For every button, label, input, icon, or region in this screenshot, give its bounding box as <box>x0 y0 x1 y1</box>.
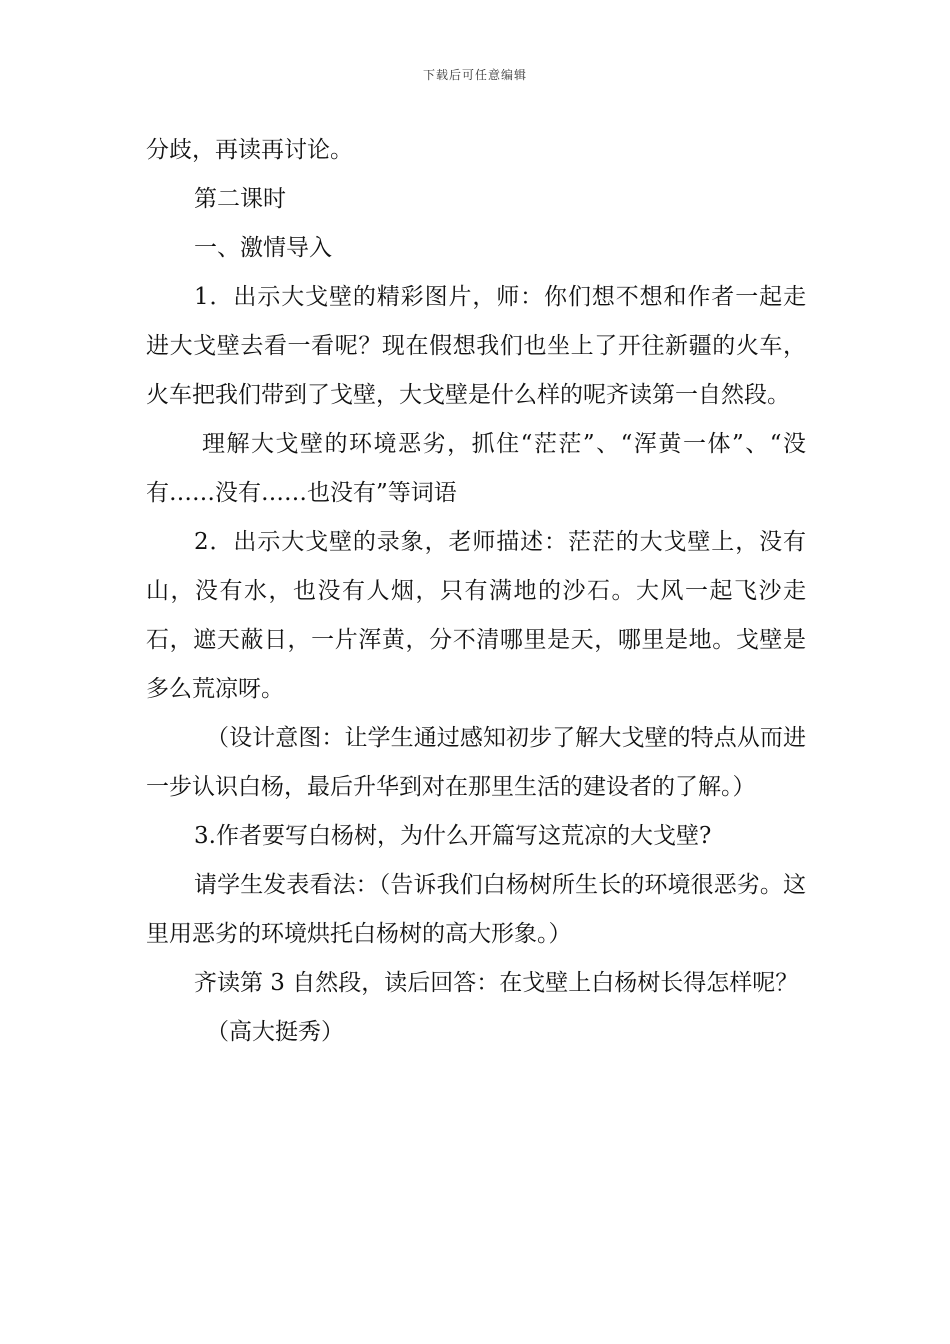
paragraph-answer: （高大挺秀） <box>206 1019 344 1045</box>
paragraph-understanding: 理解大戈壁的环境恶劣，抓住“茫茫”、“浑黄一体”、“没有……没有……也没有”等词语 <box>146 431 806 506</box>
paragraph-continuation: 分歧，再读再讨论。 <box>146 137 353 163</box>
section-heading: 一、激情导入 <box>194 235 332 261</box>
paragraph-step-1: 1．出示大戈壁的精彩图片，师：你们想不想和作者一起走进大戈壁去看一看呢？现在假想我们也坐上了开往新疆的火车，火车把我们带到了戈壁，大戈壁是什么样的呢齐读第一自然段。 <box>146 284 806 408</box>
lesson-heading: 第二课时 <box>194 186 286 212</box>
document-body <box>146 126 806 1057</box>
paragraph-step-2: 2．出示大戈壁的录象，老师描述：茫茫的大戈壁上，没有山，没有水，也没有人烟，只有满地的沙石。大风一起飞沙走石，遮天蔽日，一片浑黄，分不清哪里是天，哪里是地。戈壁是多么荒凉呀。 <box>146 529 806 702</box>
paragraph-read-aloud: 齐读第 3 自然段，读后回答：在戈壁上白杨树长得怎样呢？ <box>194 970 799 996</box>
paragraph-step-3: 3.作者要写白杨树，为什么开篇写这荒凉的大戈壁? <box>194 823 712 849</box>
paragraph-student-views: 请学生发表看法：（告诉我们白杨树所生长的环境很恶劣。这里用恶劣的环境烘托白杨树的高大形象。） <box>146 872 806 947</box>
page-header: 下载后可任意编辑 <box>422 68 527 82</box>
paragraph-design-intent: （设计意图：让学生通过感知初步了解大戈壁的特点从而进一步认识白杨，最后升华到对在那里生活的建设者的了解。） <box>146 725 806 800</box>
